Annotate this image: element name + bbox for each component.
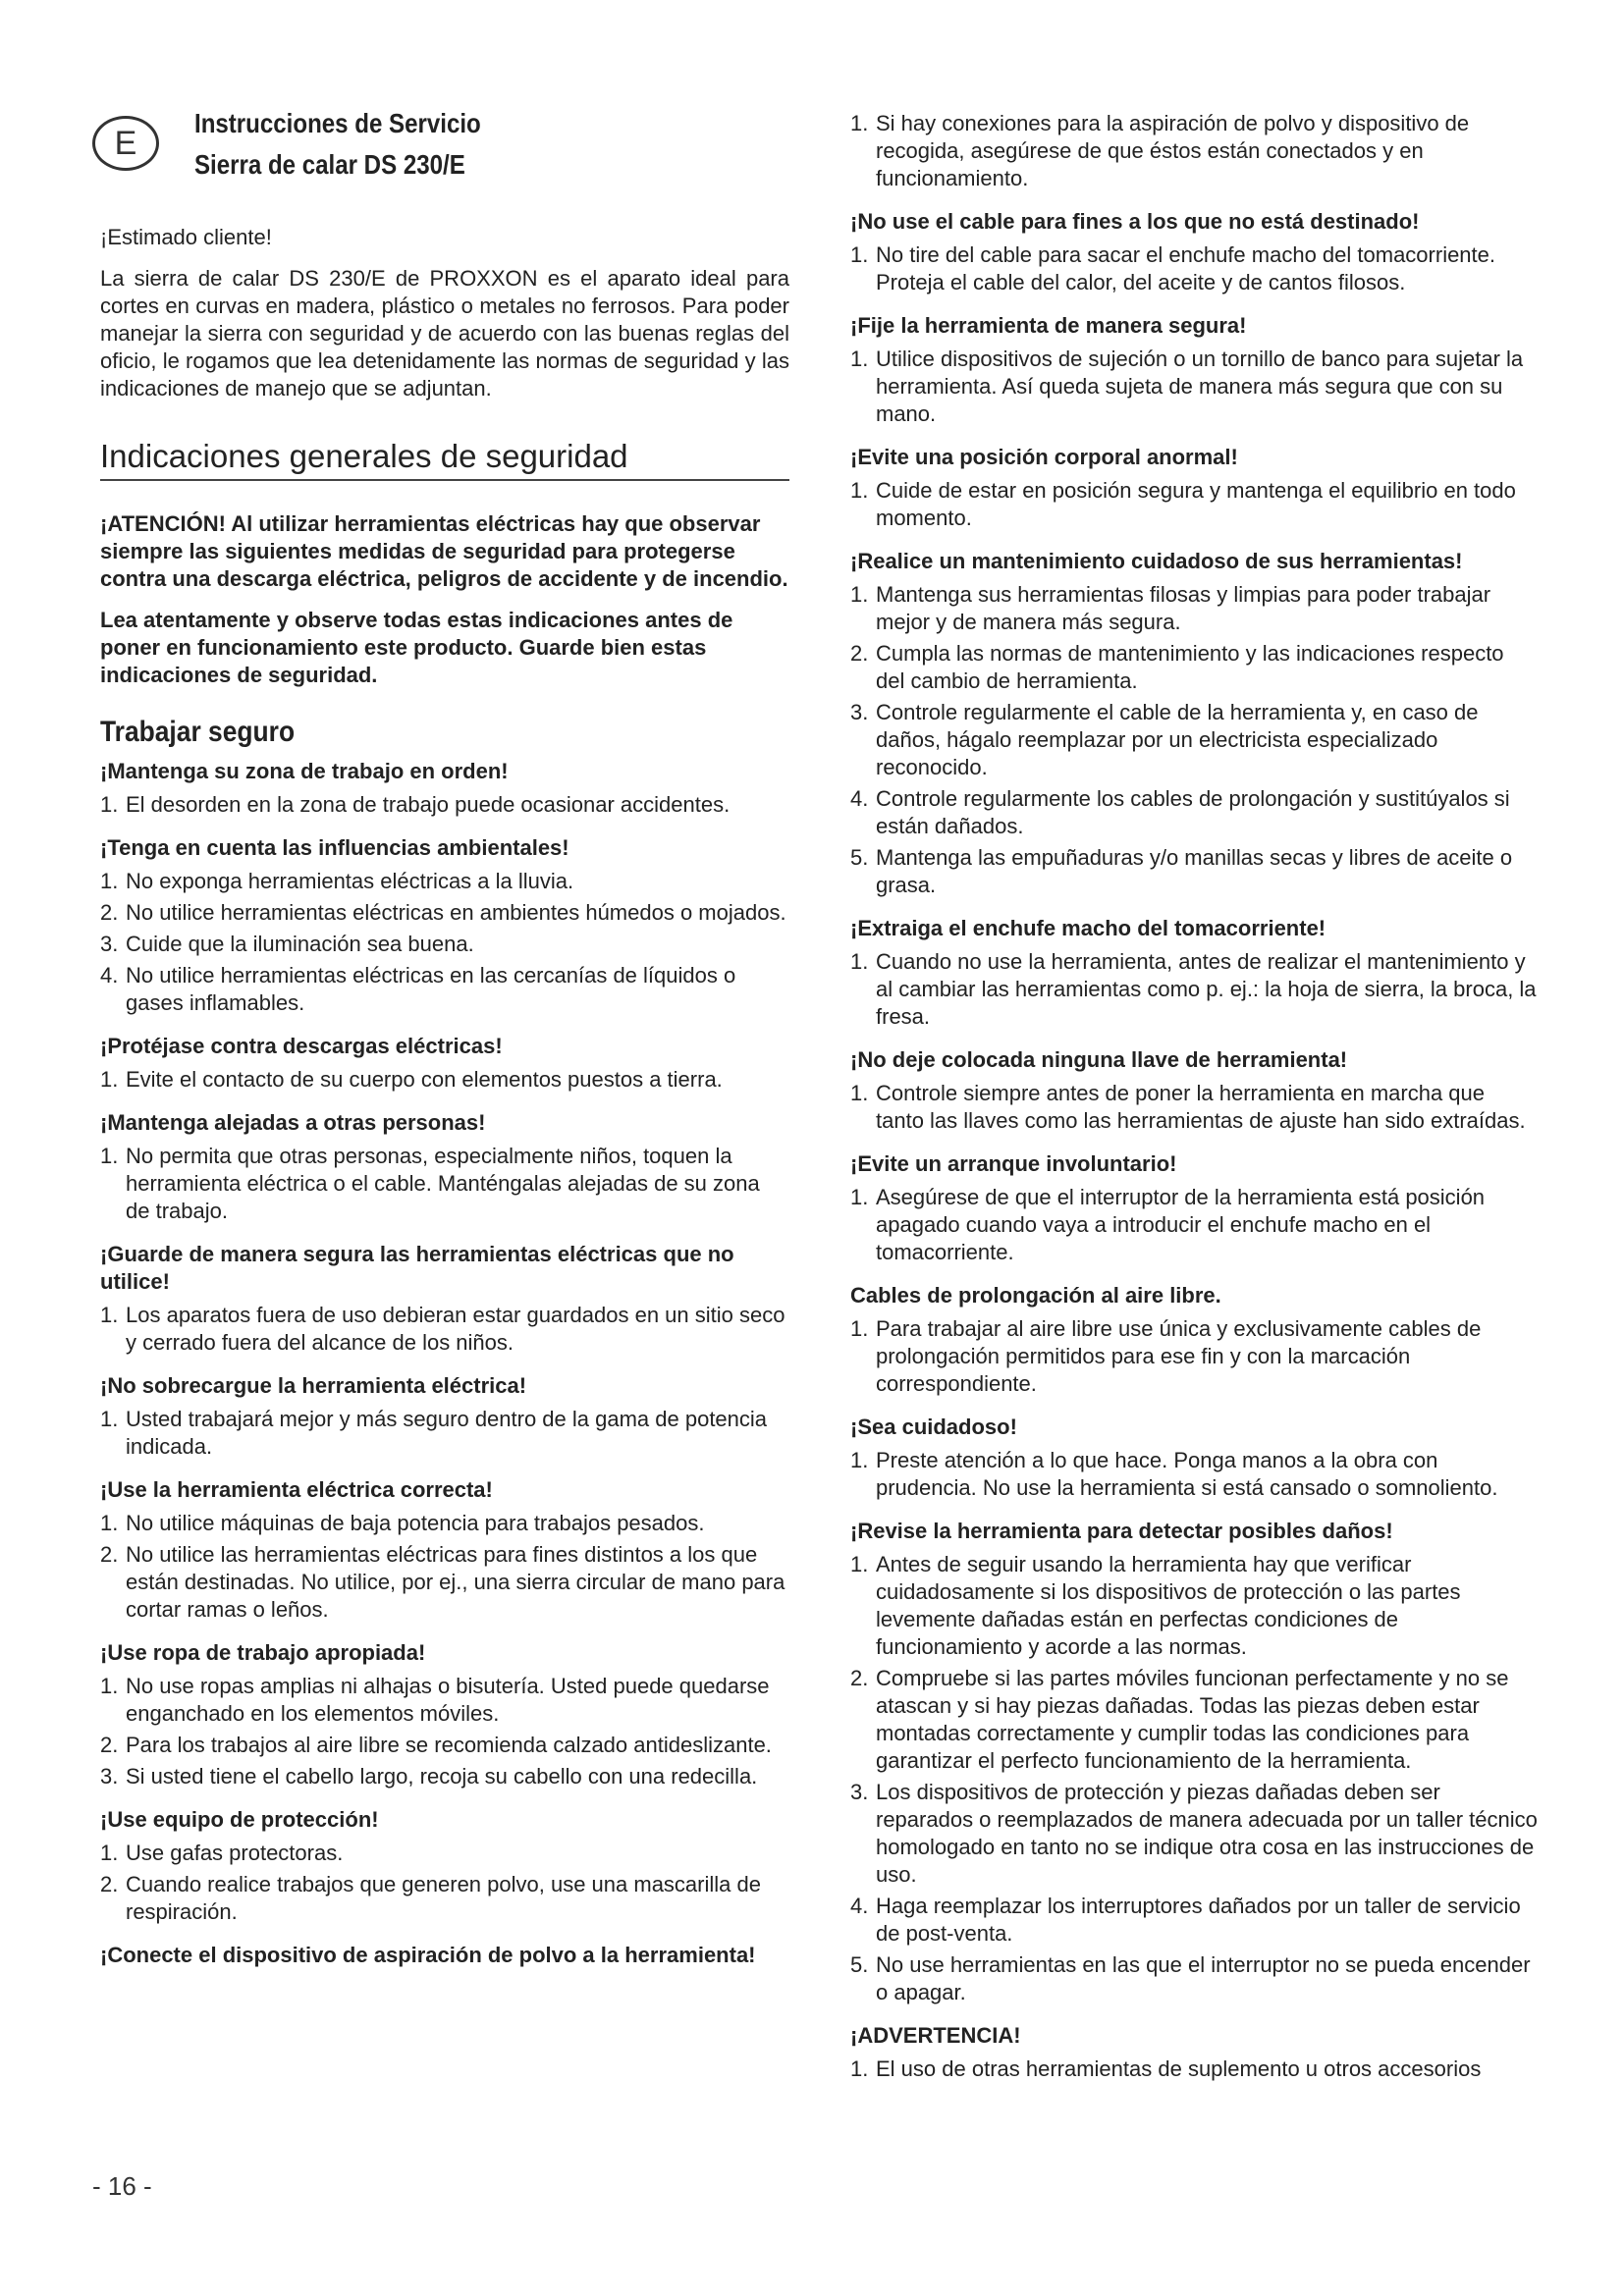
- safety-section: [100, 1806, 789, 1926]
- item-number: 1.: [100, 1407, 119, 1431]
- item-text: Controle regularmente el cable de la herramienta y, en caso de daños, hágalo reemplazar por un electricista especializado reconocido.: [876, 700, 1479, 779]
- right-safety-list: [850, 208, 1538, 2083]
- section-heading: ¡Tenga en cuenta las influencias ambientales!: [100, 835, 569, 860]
- item-text: No utilice las herramientas eléctricas para fines distintos a los que están destinadas. No utilice, por ej., una sierra circular de mano para cortar ramas o leños.: [126, 1542, 785, 1622]
- item-number: 1.: [850, 478, 869, 503]
- section-heading: ¡ADVERTENCIA!: [850, 2023, 1021, 2048]
- item-text: Los aparatos fuera de uso debieran estar guardados en un sitio seco y cerrado fuera del alcance de los niños.: [126, 1303, 785, 1355]
- item-number: 1.: [100, 1841, 119, 1865]
- list-item: [850, 785, 1538, 840]
- list-item: [850, 1184, 1538, 1266]
- page-number: - 16 -: [92, 2171, 152, 2201]
- safety-section: [100, 1241, 789, 1357]
- item-text: No tire del cable para sacar el enchufe macho del tomacorriente. Proteja el cable del calor, del aceite y de cantos filosos.: [876, 242, 1496, 294]
- safety-section: [850, 1518, 1538, 2006]
- item-text: No use ropas amplias ni alhajas o bisutería. Usted puede quedarse enganchado en los elementos móviles.: [126, 1674, 770, 1726]
- item-number: 1.: [850, 2056, 869, 2081]
- list-item: [100, 868, 789, 895]
- item-text: Utilice dispositivos de sujeción o un tornillo de banco para sujetar la herramienta. Así queda sujeta de manera más segura que con su mano.: [876, 347, 1524, 426]
- item-number: 5.: [850, 1952, 869, 1977]
- item-text: Controle regularmente los cables de prolongación y sustitúyalos si están dañados.: [876, 786, 1510, 838]
- list-item: [100, 791, 789, 819]
- item-text: Los dispositivos de protección y piezas dañadas deben ser reparados o reemplazados de manera adecuada por un taller técnico homologado en tanto no se indique otra cosa en las instrucciones de uso.: [876, 1780, 1538, 1887]
- item-text: No utilice máquinas de baja potencia para trabajos pesados.: [126, 1511, 705, 1535]
- list-item: [850, 1779, 1538, 1889]
- item-number: 1.: [100, 1303, 119, 1327]
- item-number: 1.: [850, 242, 869, 267]
- item-number: 1.: [850, 582, 869, 607]
- list-item: [850, 477, 1538, 532]
- item-number: 1.: [850, 347, 869, 371]
- item-number: 1.: [850, 1552, 869, 1576]
- item-text: No utilice herramientas eléctricas en ambientes húmedos o mojados.: [126, 900, 786, 925]
- safety-section: [850, 444, 1538, 532]
- safety-section: [850, 208, 1538, 296]
- item-text: Cuide que la iluminación sea buena.: [126, 932, 474, 956]
- list-item: [850, 1551, 1538, 1661]
- list-item: [850, 581, 1538, 636]
- item-text: Mantenga sus herramientas filosas y limpias para poder trabajar mejor y de manera más segura.: [876, 582, 1491, 634]
- list-item: [100, 1763, 789, 1790]
- work-safe-title: Trabajar seguro: [100, 716, 296, 748]
- list-item: [850, 1315, 1538, 1398]
- item-number: 4.: [850, 786, 869, 811]
- safety-section: [100, 1942, 789, 1969]
- item-number: 3.: [100, 1764, 119, 1789]
- item-number: 1.: [850, 1316, 869, 1341]
- item-number: 1.: [850, 1448, 869, 1472]
- item-text: Compruebe si las partes móviles funcionan perfectamente y no se atascan y si hay piezas dañadas. Todas las piezas deben estar montadas correctamente y cumplir todas las condiciones para garantizar el perfecto funcionamiento de la herramienta.: [876, 1666, 1509, 1773]
- manual-title: Instrucciones de Servicio: [194, 108, 481, 138]
- item-text: No use herramientas en las que el interruptor no se pueda encender o apagar.: [876, 1952, 1531, 2004]
- section-heading: ¡Realice un mantenimiento cuidadoso de sus herramientas!: [850, 549, 1463, 573]
- item-number: 3.: [850, 1780, 869, 1804]
- section-heading: ¡Conecte el dispositivo de aspiración de polvo a la herramienta!: [100, 1943, 756, 1967]
- list-item: [850, 1447, 1538, 1502]
- item-text: El desorden en la zona de trabajo puede ocasionar accidentes.: [126, 792, 731, 817]
- item-text: Cuando realice trabajos que generen polvo, use una mascarilla de respiración.: [126, 1872, 761, 1924]
- item-number: 1.: [100, 792, 119, 817]
- list-item: [100, 1673, 789, 1728]
- item-number: 1.: [850, 949, 869, 974]
- section-heading: ¡Guarde de manera segura las herramientas eléctricas que no utilice!: [100, 1242, 734, 1294]
- section-heading: ¡Revise la herramienta para detectar posibles daños!: [850, 1519, 1393, 1543]
- section-heading: ¡No sobrecargue la herramienta eléctrica!: [100, 1373, 527, 1398]
- section-heading: ¡No use el cable para fines a los que no está destinado!: [850, 209, 1420, 234]
- item-text: Controle siempre antes de poner la herramienta en marcha que tanto las llaves como las herramientas de ajuste han sido extraídas.: [876, 1081, 1526, 1133]
- product-title: Sierra de calar DS 230/E: [194, 149, 465, 180]
- item-text: Usted trabajará mejor y más seguro dentro de la gama de potencia indicada.: [126, 1407, 768, 1459]
- item-number: 4.: [100, 963, 119, 988]
- safety-section: [850, 312, 1538, 428]
- list-item: [100, 1406, 789, 1461]
- item-text: Cuando no use la herramienta, antes de realizar el mantenimiento y al cambiar las herramientas como p. ej.: la hoja de sierra, la broca, la fresa.: [876, 949, 1537, 1029]
- list-item: [850, 1080, 1538, 1135]
- item-text: Preste atención a lo que hace. Ponga manos a la obra con prudencia. No use la herramienta si está cansado o somnoliento.: [876, 1448, 1498, 1500]
- section-heading: ¡Use la herramienta eléctrica correcta!: [100, 1477, 493, 1502]
- safety-section: [100, 1476, 789, 1624]
- item-text: Para los trabajos al aire libre se recomienda calzado antideslizante.: [126, 1733, 772, 1757]
- list-item: [850, 1665, 1538, 1775]
- list-item: [850, 346, 1538, 428]
- safety-section: [850, 548, 1538, 899]
- section-heading: Cables de prolongación al aire libre.: [850, 1283, 1221, 1308]
- list-item: [100, 1871, 789, 1926]
- intro-paragraph: La sierra de calar DS 230/E de PROXXON es el aparato ideal para cortes en curvas en madera, plástico o metales no ferrosos. Para poder manejar la sierra con seguridad y de acuerdo con las buenas reglas del oficio, le rogamos que lea detenidamente las normas de seguridad y las indicaciones de manejo que se adjuntan.: [100, 266, 789, 400]
- item-text: Evite el contacto de su cuerpo con elementos puestos a tierra.: [126, 1067, 723, 1092]
- item-number: 5.: [850, 845, 869, 870]
- safety-section: [850, 1414, 1538, 1502]
- section-heading: ¡Extraiga el enchufe macho del tomacorriente!: [850, 916, 1326, 940]
- item-number: 1.: [100, 869, 119, 893]
- read-instructions-paragraph: Lea atentamente y observe todas estas indicaciones antes de poner en funcionamiento este producto. Guarde bien estas indicaciones de seguridad.: [100, 608, 733, 687]
- warning-paragraph: ¡ATENCIÓN! Al utilizar herramientas eléctricas hay que observar siempre las siguientes medidas de seguridad para protegerse contra una descarga eléctrica, peligros de accidente y de incendio.: [100, 511, 788, 591]
- list-item: [850, 640, 1538, 695]
- item-text: No permita que otras personas, especialmente niños, toquen la herramienta eléctrica o el cable. Manténgalas alejadas de su zona de trabajo.: [126, 1144, 760, 1223]
- list-item: [100, 1840, 789, 1867]
- item-text: Asegúrese de que el interruptor de la herramienta está posición apagado cuando vaya a introducir el enchufe macho en el tomacorriente.: [876, 1185, 1486, 1264]
- section-heading: ¡Use ropa de trabajo apropiada!: [100, 1640, 426, 1665]
- safety-section: [100, 834, 789, 1017]
- list-item: [100, 962, 789, 1017]
- item-text: Cuide de estar en posición segura y mantenga el equilibrio en todo momento.: [876, 478, 1516, 530]
- left-column: [100, 224, 789, 1979]
- item-text: No utilice herramientas eléctricas en las cercanías de líquidos o gases inflamables.: [126, 963, 736, 1015]
- item-text: Si hay conexiones para la aspiración de polvo y dispositivo de recogida, asegúrese de que éstos están conectados y en funcionamiento.: [876, 111, 1470, 190]
- safety-section: [850, 915, 1538, 1031]
- item-number: 3.: [100, 932, 119, 956]
- list-item: [100, 899, 789, 927]
- section-heading: ¡Evite un arranque involuntario!: [850, 1151, 1177, 1176]
- list-item: [100, 1541, 789, 1624]
- item-number: 2.: [100, 1872, 119, 1896]
- section-heading: ¡Mantenga su zona de trabajo en orden!: [100, 759, 509, 783]
- item-text: Antes de seguir usando la herramienta hay que verificar cuidadosamente si los dispositivos de protección o las partes levemente dañadas están en perfectas condiciones de funcionamiento y acorde a las normas.: [876, 1552, 1461, 1659]
- item-text: Use gafas protectoras.: [126, 1841, 344, 1865]
- item-number: 2.: [850, 1666, 869, 1690]
- item-number: 3.: [850, 700, 869, 724]
- section-heading: ¡Mantenga alejadas a otras personas!: [100, 1110, 486, 1135]
- item-number: 2.: [100, 1542, 119, 1567]
- list-item: [850, 2056, 1538, 2083]
- item-number: 1.: [850, 111, 869, 135]
- list-item: [850, 844, 1538, 899]
- section-heading: ¡Protéjase contra descargas eléctricas!: [100, 1034, 503, 1058]
- list-item: [100, 1302, 789, 1357]
- list-item: [850, 948, 1538, 1031]
- list-item: [100, 1143, 789, 1225]
- left-safety-list: [100, 758, 789, 1969]
- item-text: Mantenga las empuñaduras y/o manillas secas y libres de aceite o grasa.: [876, 845, 1513, 897]
- item-number: 1.: [850, 1185, 869, 1209]
- safety-section: [100, 1639, 789, 1790]
- language-badge: E: [92, 116, 159, 171]
- section-heading: ¡No deje colocada ninguna llave de herramienta!: [850, 1047, 1348, 1072]
- item-number: 1.: [850, 1081, 869, 1105]
- item-number: 2.: [100, 1733, 119, 1757]
- right-lead-items: [850, 110, 1538, 192]
- item-number: 4.: [850, 1894, 869, 1918]
- item-number: 1.: [100, 1067, 119, 1092]
- safety-section: [100, 1109, 789, 1225]
- item-text: No exponga herramientas eléctricas a la lluvia.: [126, 869, 574, 893]
- right-column: [850, 110, 1538, 2093]
- item-number: 1.: [100, 1144, 119, 1168]
- item-number: 1.: [100, 1674, 119, 1698]
- safety-section: [100, 1033, 789, 1094]
- list-item: [850, 110, 1538, 192]
- item-text: El uso de otras herramientas de suplemento u otros accesorios: [876, 2056, 1482, 2081]
- list-item: [850, 699, 1538, 781]
- safety-section: [850, 1282, 1538, 1398]
- list-item: [100, 1510, 789, 1537]
- section-heading: ¡Fije la herramienta de manera segura!: [850, 313, 1247, 338]
- safety-section: [850, 1150, 1538, 1266]
- section-heading: ¡Evite una posición corporal anormal!: [850, 445, 1238, 469]
- item-text: Si usted tiene el cabello largo, recoja su cabello con una redecilla.: [126, 1764, 758, 1789]
- list-item: [850, 1893, 1538, 1948]
- page-header: [92, 108, 799, 196]
- list-item: [850, 241, 1538, 296]
- item-text: Haga reemplazar los interruptores dañados por un taller de servicio de post-venta.: [876, 1894, 1521, 1946]
- item-text: Cumpla las normas de mantenimiento y las indicaciones respecto del cambio de herramienta.: [876, 641, 1504, 693]
- safety-section-title: Indicaciones generales de seguridad: [100, 438, 789, 481]
- section-heading: ¡Sea cuidadoso!: [850, 1415, 1017, 1439]
- safety-section: [850, 2022, 1538, 2083]
- list-item: [100, 1732, 789, 1759]
- safety-section: [100, 1372, 789, 1461]
- item-text: Para trabajar al aire libre use única y exclusivamente cables de prolongación permitidos para ese fin y con la marcación correspondiente.: [876, 1316, 1482, 1396]
- greeting: ¡Estimado cliente!: [100, 225, 272, 249]
- list-item: [100, 1066, 789, 1094]
- section-heading: ¡Use equipo de protección!: [100, 1807, 379, 1832]
- list-item: [850, 1951, 1538, 2006]
- safety-section: [100, 758, 789, 819]
- safety-section: [850, 1046, 1538, 1135]
- item-number: 2.: [100, 900, 119, 925]
- list-item: [100, 931, 789, 958]
- item-number: 2.: [850, 641, 869, 666]
- item-number: 1.: [100, 1511, 119, 1535]
